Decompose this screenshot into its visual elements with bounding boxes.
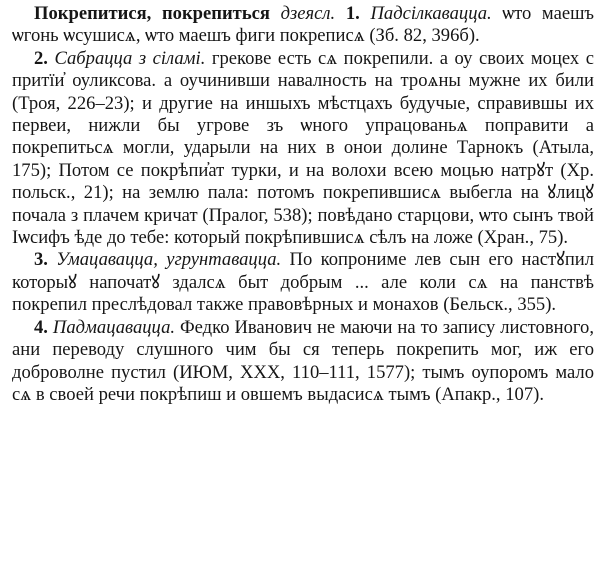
sense-gloss: Падмацавацца. (52, 316, 176, 338)
sense-text: Федко Иванович не маючи на то запису листовного, ани переводу слушного чим бы ся теперь покрепить мог, иж его доброволне пустил (ИЮМ, XXX, 110–111, 1577); тымъ оупоромъ мало сѧ в своей речи покрѣпиш и овшемъ выдасисѧ тымъ (Апакр., 107). (12, 316, 594, 405)
grammar-label: дзеясл. (280, 3, 336, 24)
entry-paragraph-2 (12, 48, 594, 250)
sense-text: ѡто маешъ ѡгонь ѡсушисѧ, ѡто маешъ фиги покреписѧ (Зб. 82, 396б). (12, 3, 595, 47)
sense-text: По копрониме лев сын его настꙋпил которыꙋ напочатꙋ здалсѧ быт добрым ... але коли сѧ на панствѣ покрепил преслѣдовал также правовѣрных и монахов (Бельск., 355). (12, 249, 594, 316)
entry-paragraph-3 (12, 249, 594, 316)
sense-number: 3. (34, 249, 48, 271)
sense-gloss: Умацавацца, угрунтавацца. (56, 249, 282, 271)
headword: Покрепитися, покрепиться (34, 3, 270, 24)
sense-gloss: Сабрацца з сіламі. (54, 47, 206, 69)
sense-number: 4. (34, 316, 48, 338)
sense-number: 1. (345, 3, 360, 24)
entry-paragraph-4 (12, 317, 594, 407)
sense-text: грекове есть сѧ покрепили. а оу своих моцех с притїи҆ оуликсова. а оучинивши навалность на троѧны мужне их били (Троя, 226–23); и другие на иншыхъ мѣстцахъ будучые, справившы их первеи, нижли бы угрове зъ ѡного упрацованьѧ поправити а покрепитьсѧ могли, ударыли на них в онои долине Тарнокъ (Атыла, 175); Потом се покрѣпи҆ат турки, и на волохи всею моцью натрꙋт (Хр. польск., 21); на землю пала: потомъ покрепившисѧ выбегла на ꙋлицꙋ почала з плачем кричат (Пралог, 538); повѣдано старцови, ѡто сынъ твой Іѡсифъ ѣде до тебе: который покрѣпившисѧ сѣлъ на ложе (Хран., 75). (12, 47, 594, 249)
entry-paragraph-1 (12, 3, 594, 48)
sense-gloss: Падсілкавацца. (370, 3, 492, 24)
sense-number: 2. (34, 47, 48, 69)
